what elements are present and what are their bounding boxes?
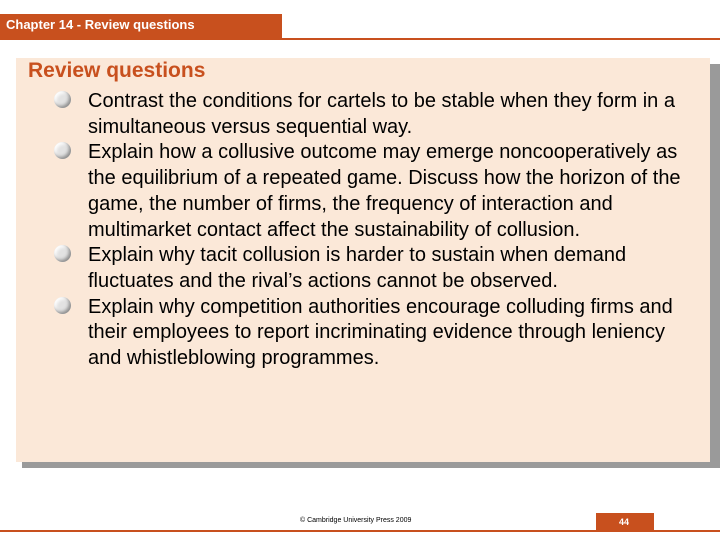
review-question-text: Explain why competition authorities encourage colluding firms and their employees to report incriminating evidence through leniency and whistleblowing programmes. [88, 295, 673, 370]
slide-title: Review questions [28, 59, 206, 82]
bullet-icon [54, 297, 71, 314]
review-question-text: Explain why tacit collusion is harder to sustain when demand fluctuates and the rival’s actions cannot be observed. [88, 244, 627, 292]
review-question-text: Contrast the conditions for cartels to be stable when they form in a simultaneous versus sequential way. [88, 90, 675, 138]
review-question-item [54, 140, 694, 243]
header-rule [0, 38, 720, 40]
bullet-icon [54, 91, 71, 108]
header-bar [0, 14, 282, 38]
content-panel [16, 58, 710, 462]
bullet-icon [54, 142, 71, 159]
page-number-badge [596, 513, 654, 530]
review-question-item [54, 295, 694, 372]
page-number: 44 [619, 517, 630, 527]
copyright-notice: © Cambridge University Press 2009 [300, 517, 412, 524]
footer-rule [0, 530, 720, 532]
review-question-item [54, 89, 694, 140]
review-question-text: Explain how a collusive outcome may emerge noncooperatively as the equilibrium of a repeated game. Discuss how the horizon of the game, the number of firms, the frequency of interaction and multimarket contact affect the sustainability of collusion. [88, 141, 681, 241]
review-question-list [54, 89, 694, 372]
review-question-item [54, 243, 694, 294]
bullet-icon [54, 245, 71, 262]
chapter-title: Chapter 14 - Review questions [6, 17, 195, 32]
